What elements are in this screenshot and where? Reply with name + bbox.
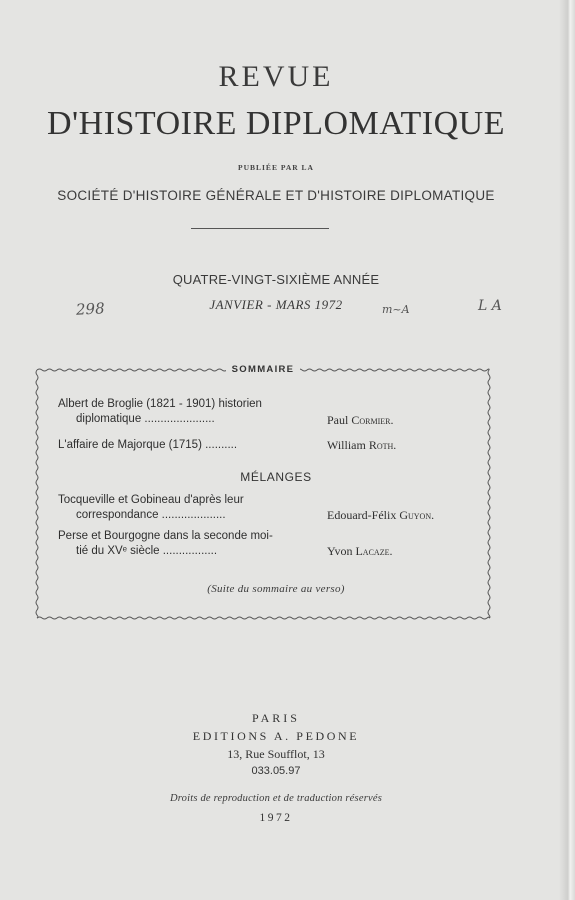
publisher-city: PARIS	[252, 711, 300, 725]
publisher-name: EDITIONS A. PEDONE	[192, 729, 360, 743]
issue-date: JANVIER - MARS 1972	[209, 297, 343, 312]
sommaire-heading: SOMMAIRE	[226, 364, 301, 375]
toc-entry-author: Yvon Lacaze.	[327, 544, 393, 558]
toc-entry-title[interactable]	[58, 438, 318, 453]
toc-entry-line: Albert de Broglie (1821 - 1901) historien	[58, 398, 262, 410]
handwritten-note-3: L A	[478, 298, 502, 314]
toc-entry-author: Paul Cormier.	[327, 413, 394, 427]
toc-entry-title[interactable]	[58, 529, 318, 559]
toc-entry-line: diplomatique ......................	[76, 413, 215, 425]
page-spine	[559, 0, 575, 900]
toc-entry-author: Edouard-Félix Guyon.	[327, 508, 435, 522]
publication-year: 1972	[259, 812, 293, 824]
sommaire-continued: (Suite du sommaire au verso)	[207, 583, 345, 595]
toc-entry-title[interactable]	[58, 397, 318, 427]
published-by: PUBLIÉE PAR LA	[238, 163, 314, 172]
toc-entry-line: correspondance ....................	[76, 509, 226, 521]
melanges-heading: MÉLANGES	[240, 470, 312, 484]
handwritten-note-2: m~A	[382, 303, 410, 316]
toc-entry-line: L'affaire de Majorque (1715) ..........	[58, 439, 238, 451]
title-divider	[191, 228, 329, 229]
title-revue: REVUE	[218, 60, 334, 93]
title-main: D'HISTOIRE DIPLOMATIQUE	[46, 105, 506, 142]
issue-year-label: QUATRE-VINGT-SIXIÈME ANNÉE	[172, 272, 380, 287]
toc-entry-line: Perse et Bourgogne dans la seconde moi-	[58, 530, 273, 542]
toc-entry-author: William Roth.	[327, 438, 397, 452]
toc-entry-line: tié du XVᵉ siècle .................	[76, 545, 218, 557]
publisher-address: 13, Rue Soufflot, 13	[227, 747, 325, 761]
publisher-phone: 033.05.97	[251, 765, 301, 777]
society-name: SOCIÉTÉ D'HISTOIRE GÉNÉRALE ET D'HISTOIRE DIPLOMATIQUE	[57, 188, 495, 203]
rights-notice: Droits de reproduction et de traduction réservés	[170, 793, 382, 804]
toc-entry-title[interactable]	[58, 493, 318, 523]
handwritten-note-1: 298	[75, 299, 106, 319]
toc-entry-line: Tocqueville et Gobineau d'après leur	[58, 494, 244, 506]
